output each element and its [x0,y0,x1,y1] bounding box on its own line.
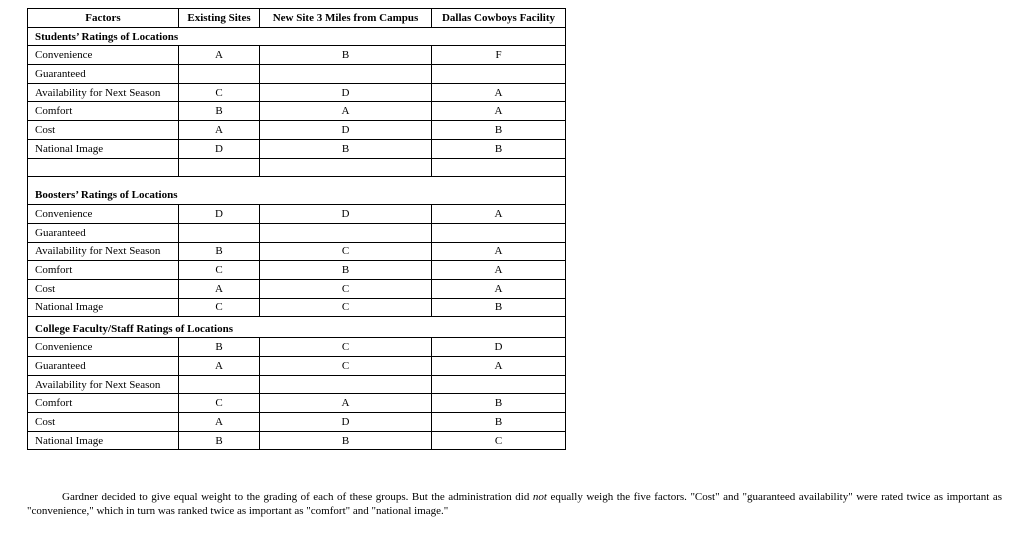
header-factors: Factors [28,9,179,28]
rating-cell: A [432,261,566,280]
factor-cell: Guaranteed [28,223,179,242]
rating-cell [260,375,432,394]
rating-cell: C [260,357,432,376]
table-row [28,375,566,394]
factor-cell: Convenience [28,205,179,224]
rating-cell: B [432,394,566,413]
rating-cell: F [432,46,566,65]
factor-cell: Availability for Next Season [28,83,179,102]
rating-cell: D [179,139,260,158]
table-row [28,338,566,357]
table-row [28,83,566,102]
rating-cell: C [260,338,432,357]
factor-cell: Comfort [28,102,179,121]
factor-cell: Cost [28,121,179,140]
rating-cell: B [432,413,566,432]
header-existing-sites: Existing Sites [179,9,260,28]
rating-cell: C [179,298,260,317]
table-row [28,223,566,242]
rating-cell [179,158,260,177]
header-cowboys-facility: Dallas Cowboys Facility [432,9,566,28]
rating-cell: B [260,431,432,450]
rating-cell: D [260,413,432,432]
rating-cell: A [432,357,566,376]
rating-cell [179,65,260,84]
factor-cell: Guaranteed [28,357,179,376]
section-title: Boosters’ Ratings of Locations [28,177,566,205]
table-row [28,261,566,280]
table-row [28,394,566,413]
table-row [28,431,566,450]
footnote-paragraph [27,490,1002,518]
table-row [28,298,566,317]
factor-cell: Cost [28,279,179,298]
factor-cell: Availability for Next Season [28,375,179,394]
factor-cell: Convenience [28,338,179,357]
rating-cell: C [260,242,432,261]
table-row [28,205,566,224]
rating-cell: B [432,298,566,317]
table-row [28,65,566,84]
rating-cell: A [179,279,260,298]
table-row [28,357,566,376]
rating-cell: A [260,102,432,121]
faculty-section-header [28,317,566,338]
students-section-header [28,27,566,46]
rating-cell [432,375,566,394]
rating-cell: C [179,261,260,280]
rating-cell: A [432,279,566,298]
rating-cell: D [260,83,432,102]
rating-cell: B [260,46,432,65]
table-row [28,102,566,121]
table-row [28,46,566,65]
rating-cell [432,65,566,84]
factor-cell: Comfort [28,394,179,413]
rating-cell: B [260,139,432,158]
header-row [28,9,566,28]
factor-cell: National Image [28,139,179,158]
rating-cell: B [432,121,566,140]
table-row [28,158,566,177]
section-title: College Faculty/Staff Ratings of Locations [28,317,566,338]
rating-cell: A [432,242,566,261]
factor-cell [28,158,179,177]
rating-cell: C [432,431,566,450]
factor-cell: Guaranteed [28,65,179,84]
rating-cell: A [260,394,432,413]
rating-cell: C [260,279,432,298]
rating-cell: A [179,121,260,140]
header-new-site: New Site 3 Miles from Campus [260,9,432,28]
rating-cell [179,375,260,394]
note-text-end: equally weigh the five factors. "Cost" and "guaranteed availability" were rated twice as important as "convenience," which in turn was ranked twice as important as "comfort" and "national image." [27,491,1003,517]
rating-cell: C [260,298,432,317]
table-row [28,121,566,140]
table-row [28,413,566,432]
rating-cell: D [260,121,432,140]
note-emphasis: not [532,491,547,503]
factor-cell: Availability for Next Season [28,242,179,261]
table-row [28,139,566,158]
rating-cell [260,65,432,84]
table-row [28,242,566,261]
rating-cell: B [260,261,432,280]
rating-cell: D [179,205,260,224]
rating-cell: D [432,338,566,357]
rating-cell: B [179,431,260,450]
rating-cell: A [179,46,260,65]
rating-cell: A [179,357,260,376]
section-title: Students’ Ratings of Locations [28,27,566,46]
boosters-section-header [28,177,566,205]
rating-cell: B [179,242,260,261]
rating-cell: B [432,139,566,158]
rating-cell: A [432,205,566,224]
rating-cell: C [179,394,260,413]
factor-cell: National Image [28,431,179,450]
rating-cell [179,223,260,242]
ratings-table [27,8,566,450]
rating-cell [432,158,566,177]
factor-cell: National Image [28,298,179,317]
rating-cell: B [179,338,260,357]
rating-cell: C [179,83,260,102]
rating-cell: B [179,102,260,121]
rating-cell [260,158,432,177]
rating-cell: D [260,205,432,224]
rating-cell: A [432,83,566,102]
rating-cell [432,223,566,242]
note-text-start: Gardner decided to give equal weight to the grading of each of these groups. But the administration did [62,491,533,503]
factor-cell: Cost [28,413,179,432]
factor-cell: Convenience [28,46,179,65]
factor-cell: Comfort [28,261,179,280]
rating-cell [260,223,432,242]
rating-cell: A [179,413,260,432]
rating-cell: A [432,102,566,121]
table-row [28,279,566,298]
